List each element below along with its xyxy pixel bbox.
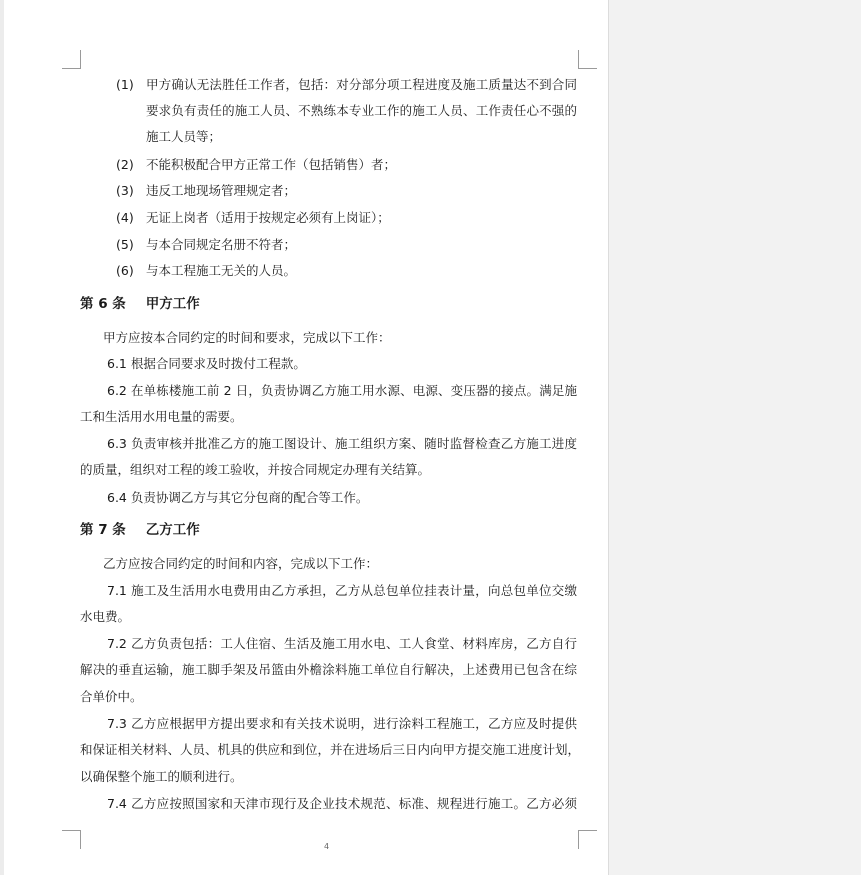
article-7-title: 乙方工作 [145,522,200,538]
crop-mark-top-left [62,50,81,69]
article-7-item-2-line-2: 解决的垂直运输，施工脚手架及吊篮由外檐涂料施工单位自行解决，上述费用已包含在综 [80,662,577,677]
article-7-intro: 乙方应按合同约定的时间和内容，完成以下工作： [103,556,379,571]
article-6-title: 甲方工作 [145,296,200,312]
article-7-item-4-line-1: 7.4 乙方应按照国家和天津市现行及企业技术规范、标准、规程进行施工。乙方必须 [107,796,577,811]
list-item-5: 与本合同规定名册不符者； [146,237,297,252]
document-background-pane [608,0,861,875]
article-7-item-2-line-3: 合单价中。 [80,689,143,704]
list-item-2: 不能积极配合甲方正常工作（包括销售）者； [146,157,397,172]
article-7-item-3-line-1: 7.3 乙方应根据甲方提出要求和有关技术说明，进行涂料工程施工，乙方应及时提供 [107,716,577,731]
article-7-item-3-line-3: 以确保整个施工的顺利进行。 [80,769,243,784]
list-item-1-line-1: 甲方确认无法胜任工作者，包括：对分部分项工程进度及施工质量达不到合同 [146,77,577,92]
list-number-4: (4) [116,210,134,225]
article-7-item-1-line-1: 7.1 施工及生活用水电费用由乙方承担，乙方从总包单位挂表计量，向总包单位交缴 [107,583,577,598]
article-7-item-2-line-1: 7.2 乙方负责包括：工人住宿、生活及施工用水电、工人食堂、材料库房，乙方自行 [107,636,577,651]
article-6-item-3-line-2: 的质量，组织对工程的竣工验收，并按合同规定办理有关结算。 [80,462,431,477]
article-6-item-4: 6.4 负责协调乙方与其它分包商的配合等工作。 [107,490,369,505]
list-item-4: 无证上岗者（适用于按规定必须有上岗证）； [146,210,390,225]
article-7-heading [80,522,200,538]
list-item-6: 与本工程施工无关的人员。 [146,263,297,278]
list-number-1: (1) [116,77,134,92]
article-6-item-2-line-1: 6.2 在单栋楼施工前 2 日，负责协调乙方施工用水源、电源、变压器的接点。满足施 [107,383,577,398]
list-number-6: (6) [116,263,134,278]
list-number-3: (3) [116,183,134,198]
list-item-1-line-2: 要求负有责任的施工人员、不熟练本专业工作的施工人员、工作责任心不强的 [146,103,577,118]
page-number: 4 [324,842,330,851]
crop-mark-bottom-right [578,830,597,849]
crop-mark-top-right [578,50,597,69]
article-7-item-3-line-2: 和保证相关材料、人员、机具的供应和到位，并在进场后三日内向甲方提交施工进度计划， [80,742,581,757]
article-6-item-1: 6.1 根据合同要求及时拨付工程款。 [107,356,306,371]
crop-mark-bottom-left [62,830,81,849]
list-item-1-line-3: 施工人员等； [146,129,222,144]
list-number-2: (2) [116,157,134,172]
article-7-item-1-line-2: 水电费。 [80,609,131,624]
list-number-5: (5) [116,237,134,252]
article-6-heading [80,296,200,312]
list-item-3: 违反工地现场管理规定者； [146,183,297,198]
article-6-number: 第 6 条 [80,296,126,312]
article-6-intro: 甲方应按本合同约定的时间和要求，完成以下工作： [103,330,391,345]
article-6-item-2-line-2: 工和生活用水用电量的需要。 [80,409,243,424]
document-page [4,0,608,875]
article-7-number: 第 7 条 [80,522,126,538]
article-6-item-3-line-1: 6.3 负责审核并批准乙方的施工图设计、施工组织方案、随时监督检查乙方施工进度 [107,436,577,451]
